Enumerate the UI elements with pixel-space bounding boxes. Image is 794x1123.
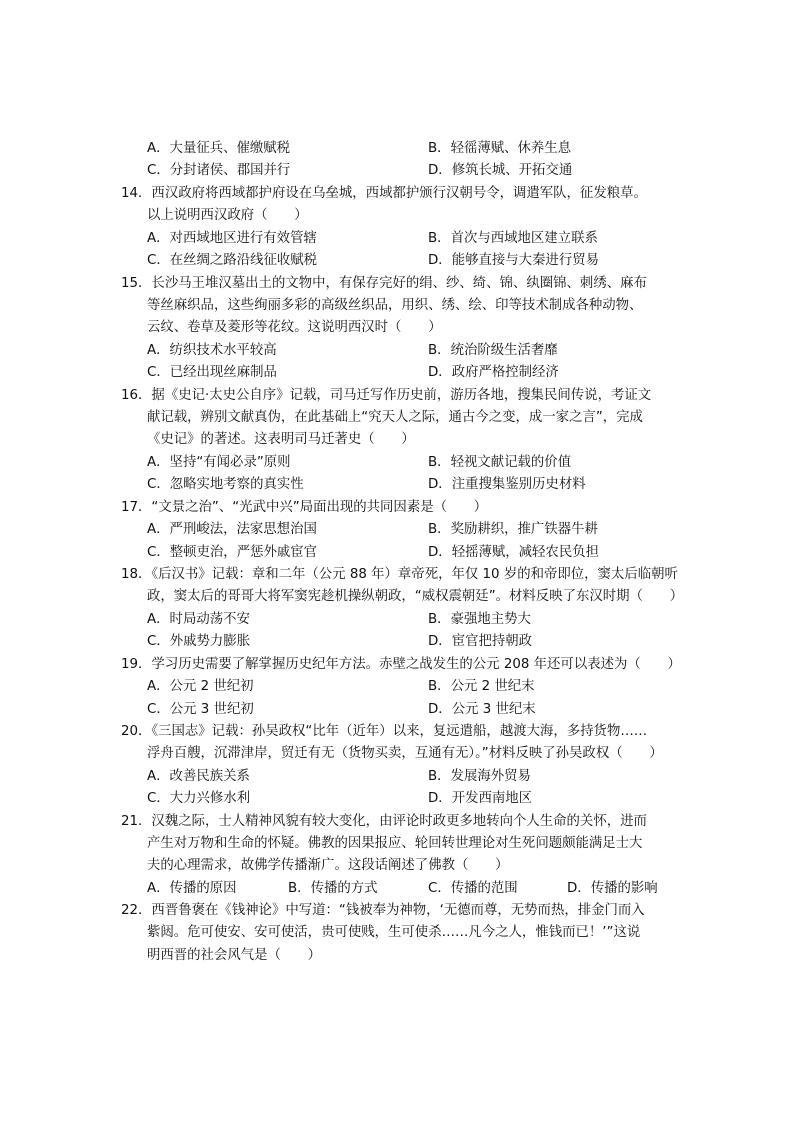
q19-stem-line-1: 19．学习历史需要了解掌握历史纪年方法。赤壁之战发生的公元 208 年还可以表述为（ ） [121, 657, 681, 672]
q21-stem-line-2: 产生对万物和生命的怀疑。佛教的因果报应、轮回转世理论对生死问题颇能满足士大 [147, 836, 643, 851]
q14-option-c: C．在丝绸之路沿线征收赋税 [147, 253, 318, 268]
q19-option-a: A．公元 2 世纪初 [147, 679, 254, 694]
q20-option-a: A．改善民族关系 [147, 769, 250, 784]
q13-option-b: B．轻徭薄赋、休养生息 [428, 141, 572, 156]
q22-stem-line-2: 紫闼。危可使安、安可使活，贵可使贱，生可使杀……凡今之人，惟钱而已！’”这说 [147, 925, 641, 940]
q15-option-a: A．纺织技术水平较高 [147, 343, 277, 358]
q21-option-b: B．传播的方式 [288, 881, 378, 896]
q17-option-c: C．整顿吏治，严惩外戚宦官 [147, 545, 318, 560]
q13-option-d: D．修筑长城、开拓交通 [428, 163, 573, 178]
q15-option-b: B．统治阶级生活奢靡 [428, 343, 558, 358]
q15-stem-line-3: 云纹、卷草及菱形等花纹。这说明西汉时（ ） [147, 320, 442, 335]
q17-option-d: D．轻摇薄赋，减轻农民负担 [428, 545, 599, 560]
q18-option-b: B．豪强地主势大 [428, 612, 531, 627]
q16-option-d: D．注重搜集鉴别历史材料 [428, 477, 586, 492]
q15-option-d: D．政府严格控制经济 [428, 365, 559, 380]
q17-option-b: B．奖励耕织，推广铁器牛耕 [428, 522, 598, 537]
q14-option-d: D．能够直接与大秦进行贸易 [428, 253, 599, 268]
q14-option-b: B．首次与西域地区建立联系 [428, 231, 598, 246]
q15-stem-line-2: 等丝麻织品，这些绚丽多彩的高级丝织品，用织、绣、绘、印等技术制成各种动物、 [147, 298, 643, 313]
q15-option-c: C．已经出现丝麻制品 [147, 365, 277, 380]
q21-stem-line-1: 21．汉魏之际，士人精神风貌有较大变化，由评论时政更多地转向个人生命的关怀，进而 [121, 814, 647, 829]
q16-stem-line-1: 16．据《史记·太史公自序》记载，司马迁写作历史前，游历各地，搜集民间传说，考证文 [121, 388, 652, 403]
q21-stem-line-3: 夫的心理需求，故佛学传播渐广。这段话阐述了佛教（ ） [147, 858, 509, 873]
q16-option-a: A．坚持“有闻必录”原则 [147, 455, 291, 470]
q13-option-c: C．分封诸侯、郡国并行 [147, 163, 291, 178]
q22-stem-line-1: 22．西晋鲁褒在《钱神论》中写道：“钱被奉为神物，‘无德而尊，无势而热，排金门而入 [121, 903, 645, 918]
q19-option-d: D．公元 3 世纪末 [428, 702, 536, 717]
q21-option-a: A．传播的原因 [147, 881, 237, 896]
q20-option-d: D．开发西南地区 [428, 791, 533, 806]
q14-stem-line-2: 以上说明西汉政府（ ） [147, 208, 308, 223]
q15-stem-line-1: 15．长沙马王堆汉墓出土的文物中，有保存完好的绢、纱、绮、锦、纨圈锦、刺绣、麻布 [121, 276, 647, 291]
q20-option-c: C．大力兴修水利 [147, 791, 251, 806]
q13-option-a: A．大量征兵、催缴赋税 [147, 141, 291, 156]
q18-option-d: D．宦官把持朝政 [428, 634, 533, 649]
q18-stem-line-2: 政，窦太后的哥哥大将军窦宪趁机操纵朝政，“威权震朝廷”。材料反映了东汉时期（ ） [147, 589, 684, 604]
q22-stem-line-3: 明西晋的社会风气是（ ） [147, 948, 322, 963]
q16-option-b: B．轻视文献记载的价值 [428, 455, 572, 470]
q17-option-a: A．严刑峻法，法家思想治国 [147, 522, 317, 537]
q18-option-a: A．时局动荡不安 [147, 612, 250, 627]
q19-option-b: B．公元 2 世纪末 [428, 679, 535, 694]
q19-option-c: C．公元 3 世纪初 [147, 702, 254, 717]
q20-stem-line-2: 浮舟百艘，沉滞津岸，贸迁有无（货物买卖，互通有无）。”材料反映了孙吴政权（ ） [147, 746, 663, 761]
q21-option-c: C．传播的范围 [428, 881, 518, 896]
q14-stem-line-1: 14．西汉政府将西域都护府设在乌垒城，西域都护颁行汉朝号令，调遣军队，征发粮草。 [121, 186, 647, 201]
q16-option-c: C．忽略实地考察的真实性 [147, 477, 304, 492]
q18-stem-line-1: 18．《后汉书》记载：章和二年（公元 88 年）章帝死，年仅 10 岁的和帝即位，窦太后临朝听 [121, 567, 678, 582]
q16-stem-line-2: 献记载，辨别文献真伪，在此基础上“究天人之际，通古今之变，成一家之言”，完成 [147, 410, 643, 425]
q16-stem-line-3: 《史记》的著述。这表明司马迁著史（ ） [147, 432, 415, 447]
q20-option-b: B．发展海外贸易 [428, 769, 531, 784]
q14-option-a: A．对西域地区进行有效管辖 [147, 231, 317, 246]
q18-option-c: C．外戚势力膨胀 [147, 634, 251, 649]
q17-stem-line-1: 17．“文景之治”、“光武中兴”局面出现的共同因素是（ ） [121, 500, 488, 515]
q21-option-d: D．传播的影响 [567, 881, 658, 896]
q20-stem-line-1: 20．《三国志》记载：孙吴政权“比年（近年）以来，复远遣船，越渡大海，多持货物…… [121, 724, 648, 739]
